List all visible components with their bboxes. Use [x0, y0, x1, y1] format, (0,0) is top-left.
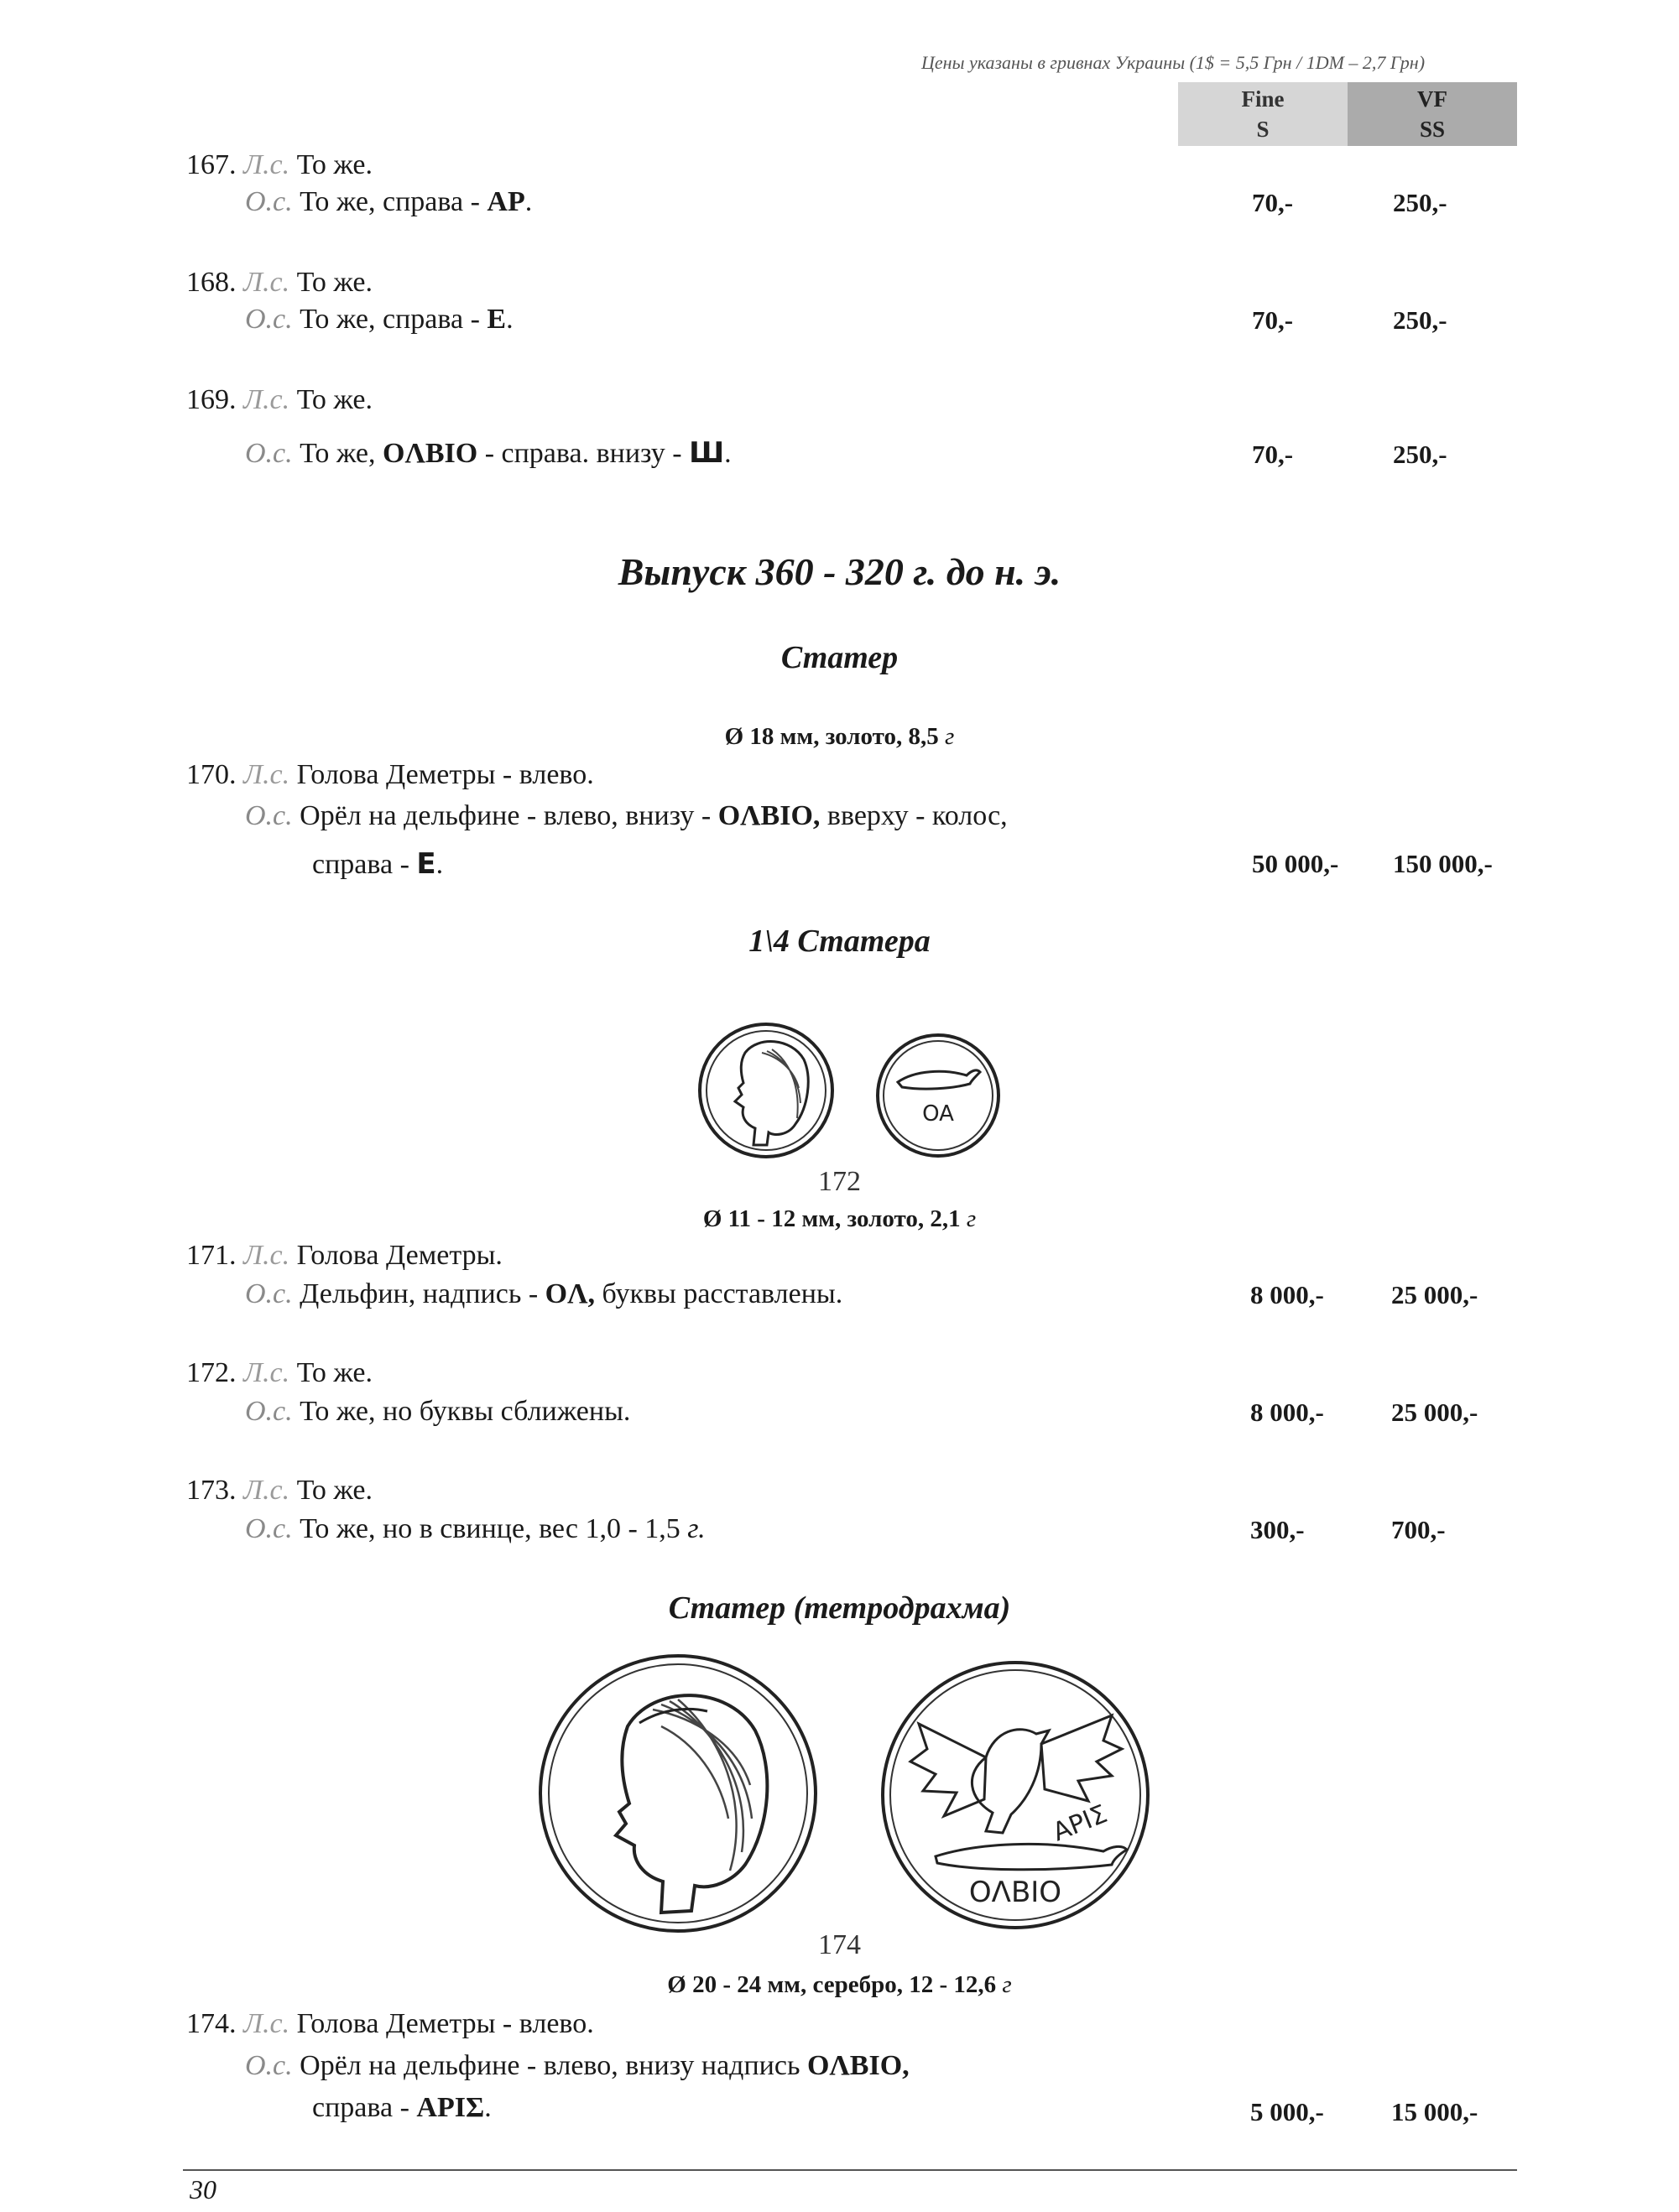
figure-172-caption: 172 [818, 1166, 861, 1197]
entry-167-reverse: О.с. То же, справа - AP. [245, 186, 533, 217]
svg-text:OΛBIO: OΛBIO [968, 1876, 1062, 1909]
entry-170-reverse-cont: справа - E. [312, 847, 444, 881]
svg-text:OA: OA [922, 1101, 954, 1127]
entry-167-price-fine: 70,- [1252, 188, 1294, 217]
grade-fine-label: Fine [1241, 86, 1285, 112]
entry-169-obverse: 169. Л.с. То же. [186, 384, 373, 415]
issue-title: Выпуск 360 - 320 г. до н. э. [618, 550, 1061, 593]
page-number: 30 [190, 2174, 216, 2204]
entry-172-obverse: 172. Л.с. То же. [186, 1357, 373, 1388]
entry-170-price-vf: 150 000,- [1393, 849, 1493, 878]
entry-174-price-fine: 5 000,- [1250, 2097, 1324, 2126]
entry-173-reverse: О.с. То же, но в свинце, вес 1,0 - 1,5 г. [245, 1513, 706, 1544]
entry-168-price-vf: 250,- [1393, 305, 1447, 335]
grade-column-fine [1178, 82, 1348, 146]
grade-ss-label: SS [1419, 117, 1446, 142]
price-note: Цены указаны в гривнах Украины (1$ = 5,5 Грн / 1DM – 2,7 Грн) [921, 52, 1426, 73]
grade-vf-label: VF [1417, 86, 1447, 112]
entry-171-price-vf: 25 000,- [1391, 1280, 1478, 1309]
stater-spec: Ø 18 мм, золото, 8,5 г [724, 723, 955, 750]
entry-174-reverse-cont: справа - APIΣ. [312, 2092, 492, 2123]
entry-171-reverse: О.с. Дельфин, надпись - OΛ, буквы расставлены. [245, 1278, 843, 1309]
svg-text:APIΣ: APIΣ [1048, 1799, 1112, 1848]
entry-170-obverse: 170. Л.с. Голова Деметры - влево. [186, 759, 594, 790]
entry-172-price-fine: 8 000,- [1250, 1397, 1324, 1427]
entry-167-price-vf: 250,- [1393, 188, 1447, 217]
entry-174-obverse: 174. Л.с. Голова Деметры - влево. [186, 2008, 594, 2039]
tetra-spec: Ø 20 - 24 мм, серебро, 12 - 12,6 г [667, 1971, 1012, 1998]
grade-s-label: S [1256, 117, 1270, 142]
entry-170-reverse: О.с. Орёл на дельфине - влево, внизу - OΛBIO, вверху - колос, [245, 800, 1008, 831]
entry-174-reverse: О.с. Орёл на дельфине - влево, внизу надпись OΛBIO, [245, 2050, 910, 2081]
quarter-spec: Ø 11 - 12 мм, золото, 2,1 г [702, 1205, 977, 1232]
coin-172-obverse-image [695, 1019, 837, 1162]
entry-173-obverse: 173. Л.с. То же. [186, 1475, 373, 1506]
entry-170-price-fine: 50 000,- [1252, 849, 1339, 878]
entry-169-price-fine: 70,- [1252, 440, 1294, 469]
entry-167-obverse: 167. Л.с. То же. [186, 149, 373, 180]
entry-173-price-fine: 300,- [1250, 1515, 1305, 1544]
entry-168-obverse: 168. Л.с. То же. [186, 267, 373, 298]
coin-172-reverse-image [873, 1030, 1004, 1161]
entry-172-price-vf: 25 000,- [1391, 1397, 1478, 1427]
entry-173-price-vf: 700,- [1391, 1515, 1446, 1544]
coin-174-reverse-image [877, 1657, 1154, 1934]
section-stater: Статер [780, 640, 899, 675]
figure-174-caption: 174 [818, 1929, 861, 1960]
entry-169-reverse: О.с. То же, OΛBIO - справа. внизу - Ш. [245, 436, 732, 470]
section-quarter-stater: 1\4 Статера [748, 924, 931, 959]
entry-171-obverse: 171. Л.с. Голова Деметры. [186, 1240, 503, 1271]
entry-172-reverse: О.с. То же, но буквы сближены. [245, 1396, 631, 1427]
grade-column-vf [1348, 82, 1517, 146]
entry-171-price-fine: 8 000,- [1250, 1280, 1324, 1309]
entry-168-reverse: О.с. То же, справа - E. [245, 304, 514, 335]
entry-168-price-fine: 70,- [1252, 305, 1294, 335]
entry-169-price-vf: 250,- [1393, 440, 1447, 469]
footer-rule [183, 2169, 1517, 2171]
coin-174-obverse-image [535, 1651, 821, 1936]
entry-174-price-vf: 15 000,- [1391, 2097, 1478, 2126]
section-tetradrachm: Статер (тетродрахма) [668, 1590, 1011, 1626]
